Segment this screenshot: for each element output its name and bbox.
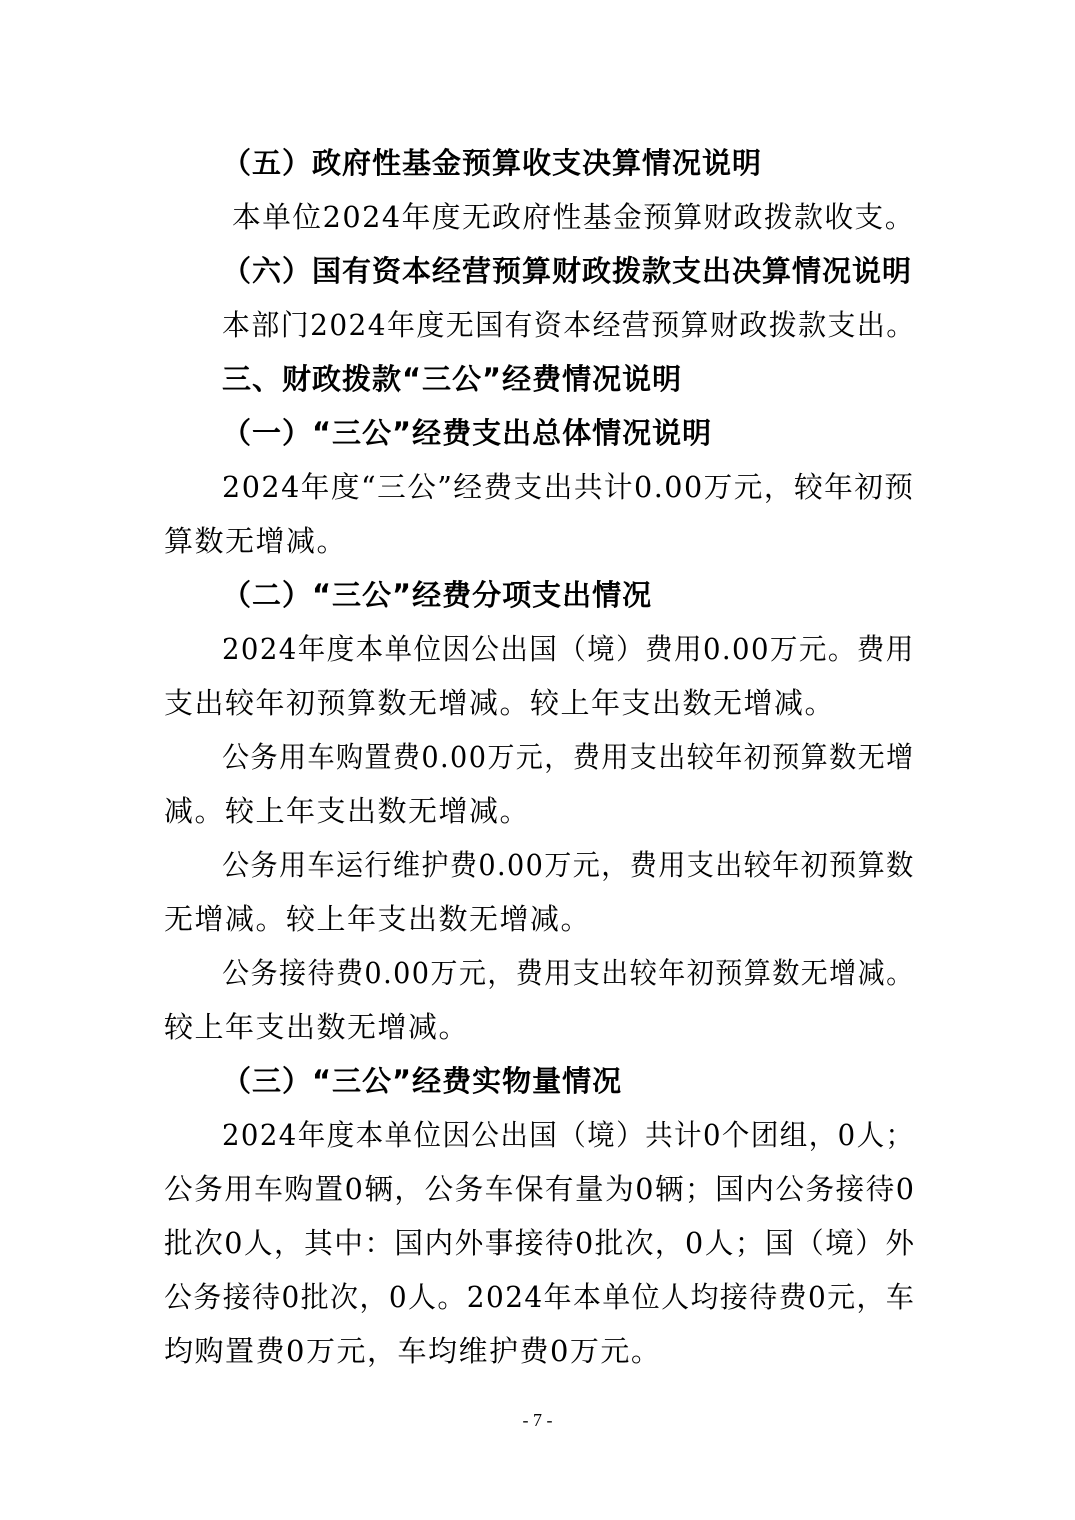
paragraph-line: 无增减。较上年支出数无增减。: [164, 902, 592, 936]
paragraph-line: 算数无增减。: [164, 524, 348, 558]
paragraph-line: 公务接待费0.00万元，费用支出较年初预算数无增减。: [222, 956, 915, 990]
paragraph-line: 减。较上年支出数无增减。: [164, 794, 531, 828]
paragraph-line: 2024年度“三公”经费支出共计0.00万元，较年初预: [222, 470, 915, 504]
paragraph-line: 批次0人，其中：国内外事接待0批次，0人；国（境）外: [164, 1226, 916, 1260]
section-heading-6: （六）国有资本经营预算财政拨款支出决算情况说明: [222, 254, 913, 288]
paragraph-line: 均购置费0万元，车均维护费0万元。: [164, 1334, 662, 1368]
paragraph-line: 2024年度本单位因公出国（境）费用0.00万元。费用: [222, 632, 915, 666]
subsection-heading-1: （一）“三公”经费支出总体情况说明: [222, 416, 713, 450]
paragraph-line: 公务用车购置0辆，公务车保有量为0辆；国内公务接待0: [164, 1172, 916, 1206]
paragraph-line: 公务用车购置费0.00万元，费用支出较年初预算数无增: [222, 740, 915, 774]
paragraph-line: 较上年支出数无增减。: [164, 1010, 470, 1044]
paragraph-line: 本部门2024年度无国有资本经营预算财政拨款支出。: [222, 308, 916, 342]
chapter-heading-3: 三、财政拨款“三公”经费情况说明: [222, 362, 683, 396]
paragraph-line: 支出较年初预算数无增减。较上年支出数无增减。: [164, 686, 836, 720]
paragraph-line: 公务用车运行维护费0.00万元，费用支出较年初预算数: [222, 848, 915, 882]
paragraph-line: 2024年度本单位因公出国（境）共计0个团组，0人；: [222, 1118, 915, 1152]
paragraph-line: 本单位2024年度无政府性基金预算财政拨款收支。: [232, 200, 915, 234]
page-number: - 7 -: [522, 1410, 553, 1430]
paragraph-line: 公务接待0批次，0人。2024年本单位人均接待费0元，车: [164, 1280, 916, 1314]
subsection-heading-2: （二）“三公”经费分项支出情况: [222, 578, 653, 612]
section-heading-5: （五）政府性基金预算收支决算情况说明: [222, 146, 763, 180]
subsection-heading-3: （三）“三公”经费实物量情况: [222, 1064, 623, 1098]
